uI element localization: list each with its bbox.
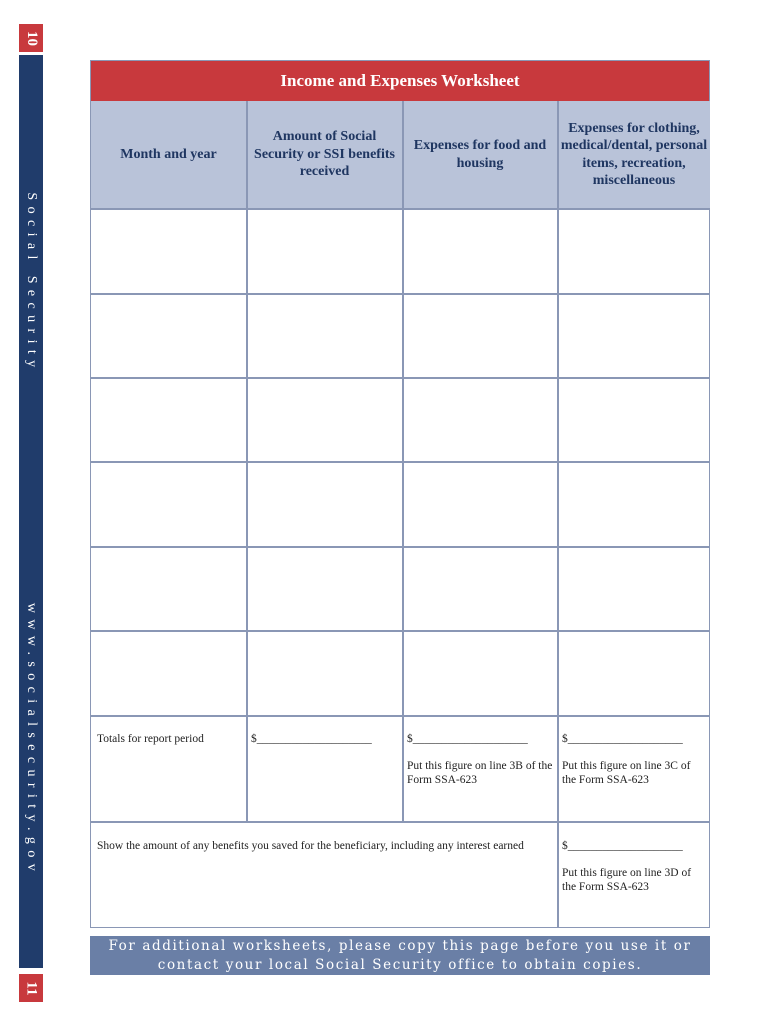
header-food-housing: Expenses for food and housing bbox=[403, 101, 557, 208]
header-month-year: Month and year bbox=[91, 101, 246, 208]
totals-food-note: Put this figure on line 3B of the Form SSA-623 bbox=[407, 760, 553, 786]
savings-note: Put this figure on line 3D of the Form SSA-623 bbox=[562, 867, 692, 893]
savings-blank: $____________________ bbox=[562, 840, 683, 852]
column-divider bbox=[246, 101, 248, 821]
column-divider bbox=[557, 101, 559, 927]
header-benefits-received: Amount of Social Security or SSI benefits received bbox=[247, 101, 402, 208]
column-divider bbox=[402, 101, 404, 821]
page-number-bottom: 11 bbox=[19, 974, 43, 1002]
worksheet-table bbox=[90, 60, 710, 928]
totals-benefits-blank: $____________________ bbox=[251, 733, 372, 745]
row-divider bbox=[91, 377, 709, 379]
row-divider bbox=[91, 715, 709, 717]
sidebar-url: www.socialsecurity.gov bbox=[24, 602, 39, 878]
totals-food-blank: $____________________ bbox=[407, 733, 528, 745]
footer-line-2: contact your local Social Security office to obtain copies. bbox=[157, 957, 643, 973]
row-divider bbox=[91, 630, 709, 632]
page-number-top: 10 bbox=[19, 24, 43, 52]
footer-banner bbox=[90, 936, 710, 975]
sidebar-brand: Social Security bbox=[24, 192, 39, 374]
row-divider bbox=[91, 293, 709, 295]
worksheet-title: Income and Expenses Worksheet bbox=[91, 61, 709, 101]
totals-clothing-blank: $____________________ bbox=[562, 733, 683, 745]
worksheet-grid bbox=[91, 101, 709, 927]
row-divider bbox=[91, 546, 709, 548]
row-divider bbox=[91, 461, 709, 463]
totals-label: Totals for report period bbox=[97, 733, 204, 745]
totals-clothing-note: Put this figure on line 3C of the Form SSA-623 bbox=[562, 760, 691, 786]
row-divider bbox=[91, 821, 709, 823]
savings-label: Show the amount of any benefits you saved for the beneficiary, including any interest earned bbox=[97, 840, 524, 852]
footer-line-1: For additional worksheets, please copy this page before you use it or bbox=[108, 938, 692, 954]
header-clothing-misc: Expenses for clothing, medical/dental, personal items, recreation, miscellaneous bbox=[558, 101, 710, 208]
row-divider bbox=[91, 208, 709, 210]
